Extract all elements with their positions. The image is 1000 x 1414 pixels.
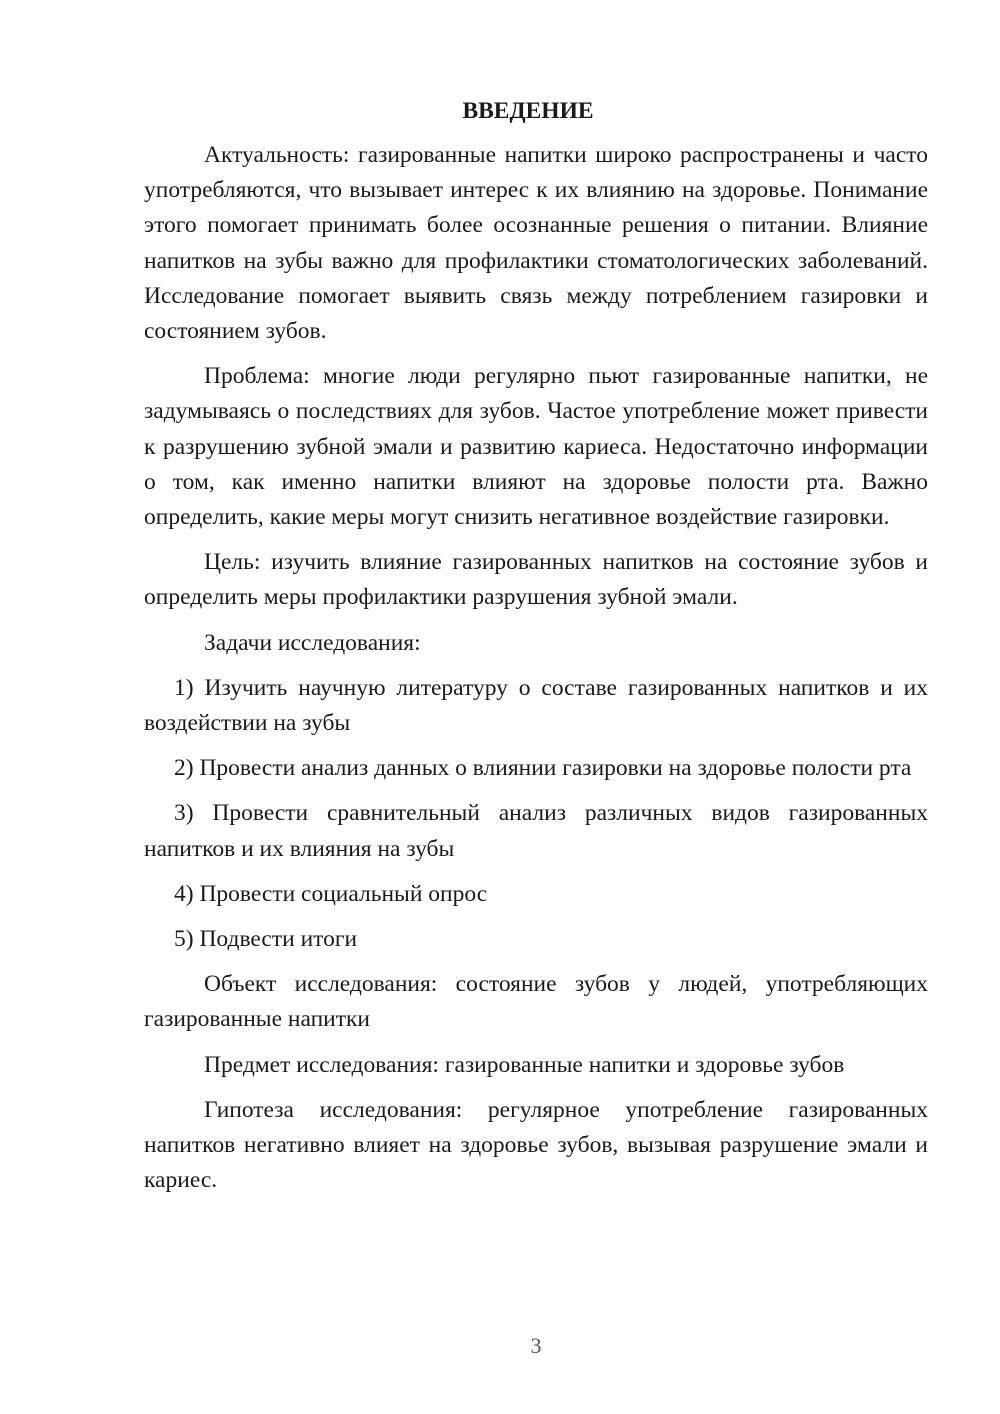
section-heading-text: ВВЕДЕНИЕ: [462, 98, 594, 124]
task-item-3: 3) Провести сравнительный анализ различных видов газированных напитков и их влияния на зубы: [144, 800, 928, 862]
section-heading: [144, 96, 928, 126]
paragraph-goal: Цель: изучить влияние газированных напитков на состояние зубов и определить меры профилактики разрушения зубной эмали.: [144, 549, 928, 611]
task-item-1: 1) Изучить научную литературу о составе газированных напитков и их воздействии на зубы: [144, 674, 928, 737]
task-item-2: 2) Провести анализ данных о влиянии газировки на здоровье полости рта: [174, 755, 912, 782]
tasks-heading: Задачи исследования:: [204, 629, 421, 656]
paragraph-hypothesis: Гипотеза исследования: регулярное употребление газированных напитков негативно влияет на здоровье зубов, вызывая разрушение эмали и кариес.: [144, 1096, 928, 1194]
task-item-4: 4) Провести социальный опрос: [174, 880, 488, 907]
paragraph-relevance: Актуальность: газированные напитки широко распространены и часто употребляются, что вызывает интерес к их влиянию на здоровье. Понимание этого помогает принимать более осознанные решения о питании. Влияние напитков на зубы важно для профилактики стоматологических заболеваний. Исследование помогает выявить связь между потреблением газировки и состоянием зубов.: [144, 142, 928, 345]
paragraph-object: Объект исследования: состояние зубов у людей, употребляющих газированные напитки: [144, 971, 928, 1033]
task-item-5: 5) Подвести итоги: [174, 926, 358, 953]
paragraph-subject: Предмет исследования: газированные напитки и здоровье зубов: [204, 1051, 845, 1078]
page-content: [144, 96, 928, 1198]
page-number: 3: [530, 1333, 542, 1358]
paragraph-problem: Проблема: многие люди регулярно пьют газированные напитки, не задумываясь о последствиях для зубов. Частое употребление может привести к разрушению зубной эмали и развитию кариеса. Недостаточно информации о том, как именно напитки влияют на здоровье полости рта. Важно определить, какие меры могут снизить негативное воздействие газировки.: [144, 363, 928, 531]
